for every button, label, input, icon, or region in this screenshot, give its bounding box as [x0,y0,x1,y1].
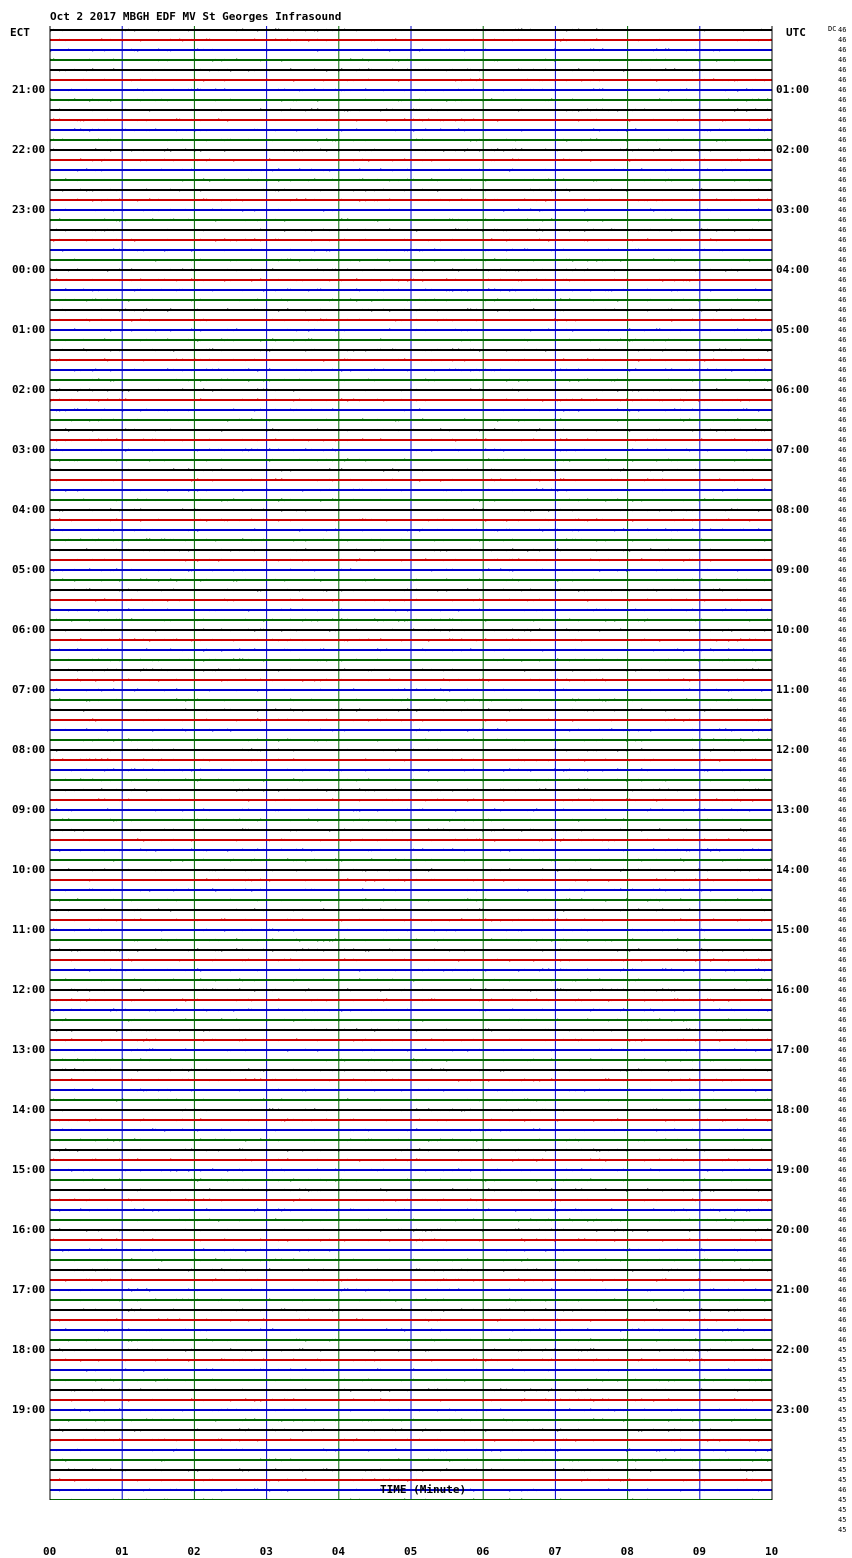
dc-offset-label: 46 [838,536,847,544]
dc-offset-label: 46 [838,216,847,224]
left-hour-label: 01:00 [12,323,46,336]
dc-offset-label: 46 [838,1076,847,1084]
dc-offset-label: 46 [838,276,847,284]
dc-offset-label: 46 [838,676,847,684]
dc-offset-label: 45 [838,1426,847,1434]
dc-offset-label: 46 [838,1296,847,1304]
dc-offset-label: 46 [838,456,847,464]
dc-offset-label: 46 [838,306,847,314]
dc-offset-label: 46 [838,776,847,784]
dc-offset-label: 46 [838,996,847,1004]
dc-offset-label: 46 [838,686,847,694]
dc-offset-label: 46 [838,666,847,674]
right-hour-label: 01:00 [776,83,810,96]
right-hour-label: 13:00 [776,803,810,816]
x-tick-label: 10 [765,1545,779,1558]
right-hour-label: 20:00 [776,1223,810,1236]
dc-offset-label: 46 [838,836,847,844]
dc-offset-label: 46 [838,566,847,574]
dc-offset-label: 46 [838,886,847,894]
right-hour-label: 06:00 [776,383,810,396]
dc-offset-label: 45 [838,1456,847,1464]
dc-offset-label: 46 [838,56,847,64]
left-hour-label: 17:00 [12,1283,46,1296]
x-tick-label: 09 [692,1545,707,1558]
left-hour-label: 18:00 [12,1343,46,1356]
dc-offset-label: 46 [838,1216,847,1224]
dc-offset-label: 46 [838,1156,847,1164]
dc-offset-label: 46 [838,226,847,234]
left-hour-label: 06:00 [12,623,46,636]
x-tick-label: 00 [43,1545,57,1558]
dc-offset-label: 46 [838,246,847,254]
dc-offset-label: 46 [838,326,847,334]
dc-offset-label: 46 [838,646,847,654]
dc-offset-label: 46 [838,606,847,614]
dc-offset-label: 46 [838,1306,847,1314]
dc-offset-label: 46 [838,796,847,804]
left-hour-label: 14:00 [12,1103,46,1116]
plot-title: Oct 2 2017 MBGH EDF MV St Georges Infrasound [50,10,342,23]
minute-gridlines [122,26,700,1500]
dc-offset-label: 46 [838,1006,847,1014]
left-hour-label: 19:00 [12,1403,46,1416]
dc-offset-label: 46 [838,926,847,934]
left-hour-label: 08:00 [12,743,46,756]
dc-offset-label: 46 [838,446,847,454]
dc-offset-label: 46 [838,736,847,744]
left-hour-label: 16:00 [12,1223,46,1236]
dc-offset-label: 46 [838,236,847,244]
dc-offset-label: 46 [838,376,847,384]
dc-offset-label: 45 [838,1376,847,1384]
dc-offset-label: 46 [838,356,847,364]
dc-offset-label: 45 [838,1516,847,1524]
dc-offset-label: 46 [838,1146,847,1154]
dc-offset-label: 45 [838,1476,847,1484]
dc-offset-label: 46 [838,1176,847,1184]
dc-offset-label: 46 [838,386,847,394]
dc-offset-label: 46 [838,1186,847,1194]
x-axis-label: TIME (Minute) [380,1483,467,1496]
dc-offset-label: 46 [838,146,847,154]
dc-offset-label: 46 [838,916,847,924]
dc-offset-label: 46 [838,706,847,714]
left-hour-label: 04:00 [12,503,46,516]
dc-offset-label: 46 [838,486,847,494]
dc-offset-label: 46 [838,1036,847,1044]
dc-offset-label: 46 [838,546,847,554]
dc-offset-label: 46 [838,716,847,724]
right-hour-label: 02:00 [776,143,810,156]
dc-offset-label: 46 [838,406,847,414]
right-hour-label: 11:00 [776,683,810,696]
dc-offset-label: 46 [838,626,847,634]
dc-offset-label: 46 [838,156,847,164]
right-hour-label: 08:00 [776,503,810,516]
dc-offset-label: 46 [838,516,847,524]
x-tick-label: 05 [404,1545,418,1558]
dc-offset-label: 46 [838,196,847,204]
dc-offset-label: 46 [838,1086,847,1094]
dc-offset-label: 46 [838,206,847,214]
right-hour-label: 15:00 [776,923,810,936]
right-hour-label: 09:00 [776,563,810,576]
dc-offset-label: 46 [838,96,847,104]
right-hour-label: 10:00 [776,623,810,636]
dc-offset-label: 46 [838,856,847,864]
dc-offset-label: 46 [838,426,847,434]
left-timezone-label: ECT [10,26,30,39]
right-hour-label: 19:00 [776,1163,810,1176]
left-hour-label: 13:00 [12,1043,46,1056]
dc-offset-label: 46 [838,636,847,644]
dc-offset-label: 46 [838,1236,847,1244]
x-tick-label: 08 [620,1545,634,1558]
dc-offset-label: 46 [838,616,847,624]
dc-offset-label: 46 [838,896,847,904]
dc-offset-label: 46 [838,936,847,944]
dc-offset-label: 46 [838,186,847,194]
right-hour-label: 14:00 [776,863,810,876]
dc-offset-label: 46 [838,986,847,994]
dc-offset-label: 46 [838,766,847,774]
left-hour-label: 11:00 [12,923,46,936]
x-tick-label: 06 [476,1545,490,1558]
dc-offset-label: 46 [838,76,847,84]
dc-offset-label: 46 [838,526,847,534]
dc-offset-label: 45 [838,1446,847,1454]
right-hour-label: 05:00 [776,323,810,336]
right-hour-label: 03:00 [776,203,810,216]
dc-offset-label: 45 [838,1386,847,1394]
right-hour-label: 18:00 [776,1103,810,1116]
dc-offset-label: 46 [838,256,847,264]
dc-offset-label: 46 [838,966,847,974]
dc-offset-label: 46 [838,116,847,124]
dc-offset-label: 45 [838,1366,847,1374]
left-hour-label: 21:00 [12,83,46,96]
right-hour-label: 04:00 [776,263,810,276]
left-hour-label: 00:00 [12,263,46,276]
dc-offset-label: 46 [838,1276,847,1284]
dc-offset-label: 46 [838,806,847,814]
dc-offset-label: 46 [838,1116,847,1124]
right-hour-label: 16:00 [776,983,810,996]
dc-offset-label: 46 [838,1056,847,1064]
left-hour-label: 03:00 [12,443,46,456]
dc-offset-label: 46 [838,1196,847,1204]
dc-offset-label: 46 [838,586,847,594]
dc-offset-label: 46 [838,466,847,474]
dc-offset-label: 46 [838,1046,847,1054]
dc-offset-label: 46 [838,1316,847,1324]
dc-offset-label: 46 [838,816,847,824]
dc-offset-label: 46 [838,1326,847,1334]
dc-offset-label: 46 [838,1136,847,1144]
dc-offset-label: 46 [838,906,847,914]
left-hour-label: 22:00 [12,143,46,156]
x-tick-label: 07 [548,1545,562,1558]
dc-offset-label: 46 [838,106,847,114]
dc-offset-label: 45 [838,1506,847,1514]
dc-offset-label: 45 [838,1436,847,1444]
dc-offset-label: 46 [838,656,847,664]
dc-offset-label: 46 [838,1246,847,1254]
dc-offset-label: 46 [838,1106,847,1114]
dc-offset-label: 46 [838,1096,847,1104]
dc-offset-label: 46 [838,956,847,964]
dc-offset-label: 46 [838,136,847,144]
dc-offset-label: 46 [838,786,847,794]
dc-offset-label: 46 [838,36,847,44]
dc-offset-label: 46 [838,1016,847,1024]
left-hour-label: 05:00 [12,563,46,576]
right-hour-label: 21:00 [776,1283,810,1296]
dc-offset-label: 46 [838,846,847,854]
left-hour-label: 09:00 [12,803,46,816]
right-hour-label: 07:00 [776,443,810,456]
dc-offset-label: 46 [838,416,847,424]
dc-offset-label: 45 [838,1496,847,1504]
dc-offset-label: 45 [838,1356,847,1364]
dc-offset-label: 46 [838,726,847,734]
dc-offset-label: 45 [838,1526,847,1534]
dc-offset-label: 46 [838,866,847,874]
right-timezone-label: UTC [786,26,806,39]
right-hour-label: 12:00 [776,743,810,756]
left-hour-label: 10:00 [12,863,46,876]
dc-offset-label: 46 [838,1286,847,1294]
dc-offset-label: 46 [838,876,847,884]
dc-offset-label: 46 [838,176,847,184]
dc-offset-label: 46 [838,696,847,704]
x-tick-label: 01 [115,1545,129,1558]
left-hour-label: 15:00 [12,1163,46,1176]
dc-offset-label: 46 [838,26,847,34]
dc-offset-label: 46 [838,126,847,134]
dc-offset-label: 46 [838,1206,847,1214]
dc-offset-label: 46 [838,946,847,954]
dc-offset-label: 45 [838,1466,847,1474]
dc-offset-label: 45 [838,1406,847,1414]
dc-offset-label: 45 [838,1416,847,1424]
dc-offset-label: 46 [838,1026,847,1034]
dc-offset-label: 46 [838,826,847,834]
dc-offset-label: 46 [838,336,847,344]
left-hour-label: 23:00 [12,203,46,216]
dc-offset-label: 46 [838,86,847,94]
dc-offset-label: 46 [838,496,847,504]
dc-offset-label: 46 [838,436,847,444]
left-hour-label: 07:00 [12,683,46,696]
dc-offset-label: 46 [838,346,847,354]
dc-offset-label: 46 [838,286,847,294]
dc-offset-label: 45 [838,1396,847,1404]
dc-offset-label: 46 [838,396,847,404]
left-hour-label: 02:00 [12,383,46,396]
dc-offset-label: 46 [838,976,847,984]
dc-offset-label: 46 [838,1256,847,1264]
dc-offset-label: 46 [838,316,847,324]
left-hour-label: 12:00 [12,983,46,996]
dc-offset-label: 46 [838,1486,847,1494]
dc-offset-label: 46 [838,166,847,174]
dc-label: DC [828,25,837,33]
right-hour-label: 22:00 [776,1343,810,1356]
dc-offset-label: 45 [838,1346,847,1354]
x-tick-label: 02 [187,1545,201,1558]
dc-offset-label: 46 [838,596,847,604]
dc-offset-label: 46 [838,756,847,764]
dc-offset-label: 46 [838,1266,847,1274]
dc-offset-label: 46 [838,556,847,564]
dc-offset-label: 46 [838,576,847,584]
x-tick-label: 04 [331,1545,346,1558]
dc-offset-label: 46 [838,66,847,74]
right-hour-label: 17:00 [776,1043,810,1056]
dc-offset-label: 46 [838,366,847,374]
dc-offset-label: 46 [838,746,847,754]
dc-offset-label: 46 [838,1226,847,1234]
dc-offset-label: 46 [838,1066,847,1074]
dc-offset-label: 46 [838,476,847,484]
dc-offset-label: 46 [838,46,847,54]
dc-offset-label: 46 [838,506,847,514]
x-tick-label: 03 [259,1545,273,1558]
right-hour-label: 23:00 [776,1403,810,1416]
dc-offset-label: 46 [838,1336,847,1344]
dc-offset-label: 46 [838,1126,847,1134]
dc-offset-label: 46 [838,296,847,304]
dc-offset-label: 46 [838,266,847,274]
dc-offset-label: 46 [838,1166,847,1174]
